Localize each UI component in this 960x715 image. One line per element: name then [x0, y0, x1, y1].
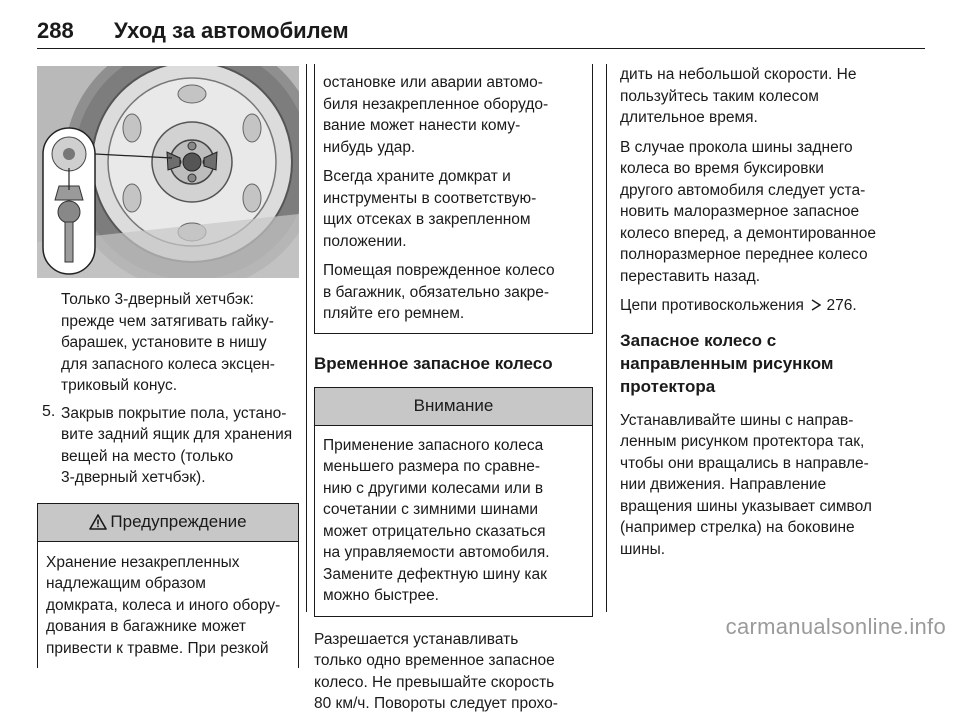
body-line: колесо. Не превышайте скорость — [314, 673, 555, 691]
body-line: (например стрелка) на боковине — [620, 519, 855, 536]
column-2 — [314, 64, 593, 715]
list-item-line: Закрыв покрытие пола, устано- — [61, 404, 287, 422]
caution-line: сочетании с зимними шинами — [323, 501, 539, 518]
body-line: нии движения. Направление — [620, 476, 827, 493]
column-divider-2 — [606, 64, 607, 612]
caption-line: для запасного колеса эксцен- — [61, 355, 275, 373]
warning-line: положении. — [323, 232, 407, 250]
caution-line: можно быстрее. — [323, 587, 439, 604]
body-line: чтобы они вращались в направле- — [620, 454, 869, 472]
spare-wheel-icon — [37, 66, 299, 278]
caption-line: барашек, установите в нишу — [61, 334, 267, 351]
page-number: 288 — [37, 18, 74, 43]
body-line: переставить назад. — [620, 267, 761, 285]
column-divider-1 — [306, 64, 307, 612]
spare-wheel-illustration — [37, 66, 299, 278]
caption-line: триковый конус. — [61, 377, 178, 394]
caution-title: Внимание — [413, 396, 494, 415]
body-line: пользуйтесь таким колесом — [620, 87, 819, 105]
list-number: 5. — [42, 402, 56, 420]
warning-line: вание может нанести кому- — [323, 117, 521, 134]
section-heading: Запасное колесо с — [620, 330, 777, 350]
warning-box-header — [38, 504, 298, 542]
warning-box-continued — [314, 64, 593, 334]
caution-line: на управляемости автомобиля. — [323, 544, 550, 561]
body-line: новить малоразмерное запасное — [620, 203, 860, 220]
caption-line: Только 3-дверный хетчбэк: — [61, 291, 254, 308]
caution-box-header — [315, 388, 592, 426]
section-heading: направленным рисунком — [620, 353, 834, 373]
caution-box — [314, 387, 593, 617]
warning-line: Помещая поврежденное колесо — [323, 262, 555, 279]
warning-triangle-icon — [89, 514, 107, 530]
warning-line: в багажник, обязательно закре- — [323, 283, 550, 301]
caution-line: Замените дефектную шину как — [323, 565, 547, 583]
body-line: Разрешается устанавливать — [314, 630, 519, 648]
section-heading: протектора — [620, 376, 716, 396]
caption-line: прежде чем затягивать гайку- — [61, 312, 274, 330]
page-reference-icon — [811, 299, 821, 311]
list-item-line: вещей на место (только — [61, 447, 234, 465]
body-line: ленным рисунком протектора так, — [620, 433, 865, 450]
warning-line: дования в багажнике может — [46, 618, 247, 635]
page-header — [37, 14, 925, 49]
body-line: колеса во время буксировки — [620, 160, 824, 177]
page-title: Уход за автомобилем — [114, 18, 349, 43]
body-line: только одно временное запасное — [314, 652, 555, 669]
caution-line: может отрицательно сказаться — [323, 522, 546, 540]
body-line: шины. — [620, 540, 666, 558]
warning-box — [37, 503, 299, 668]
warning-line: инструменты в соответствую- — [323, 189, 537, 207]
warning-line: Всегда храните домкрат и — [323, 168, 511, 185]
warning-line: пляйте его ремнем. — [323, 305, 465, 322]
watermark: carmanualsonline.info — [725, 614, 946, 639]
warning-line: Хранение незакрепленных — [46, 553, 240, 571]
warning-line: нибудь удар. — [323, 138, 416, 156]
cross-reference-page[interactable]: 276. — [826, 297, 857, 314]
body-line: колесо вперед, а демонтированное — [620, 224, 877, 242]
caution-line: нию с другими колесами или в — [323, 479, 544, 497]
list-item-5 — [37, 403, 299, 489]
body-line: другого автомобиля следует уста- — [620, 181, 866, 199]
body-line: 80 км/ч. Повороты следует прохо- — [314, 695, 558, 712]
warning-title: Предупреждение — [110, 512, 247, 531]
body-line: полноразмерное переднее колесо — [620, 246, 868, 263]
cross-reference-text: Цепи противоскольжения — [620, 297, 804, 314]
list-item-line: 3-дверный хетчбэк). — [61, 469, 206, 486]
body-line: вращения шины указывает символ — [620, 497, 872, 515]
caution-line: меньшего размера по сравне- — [323, 458, 541, 475]
caution-line: Применение запасного колеса — [323, 436, 544, 454]
list-item-line: вите задний ящик для хранения — [61, 426, 293, 443]
warning-line: остановке или аварии автомо- — [323, 74, 543, 91]
body-line: дить на небольшой скорости. Не — [620, 66, 857, 83]
column-1 — [37, 66, 299, 668]
warning-line: биля незакрепленное оборудо- — [323, 95, 549, 113]
body-line: Устанавливайте шины с направ- — [620, 411, 854, 429]
section-heading: Временное запасное колесо — [314, 353, 553, 373]
body-line: длительное время. — [620, 109, 758, 126]
cross-reference — [620, 295, 888, 317]
warning-line: надлежащим образом — [46, 575, 206, 592]
column-3 — [620, 64, 888, 560]
warning-line: привести к травме. При резкой — [46, 639, 269, 657]
warning-line: домкрата, колеса и иного обору- — [46, 596, 281, 614]
body-line: В случае прокола шины заднего — [620, 138, 853, 156]
warning-line: щих отсеках в закрепленном — [323, 211, 531, 228]
